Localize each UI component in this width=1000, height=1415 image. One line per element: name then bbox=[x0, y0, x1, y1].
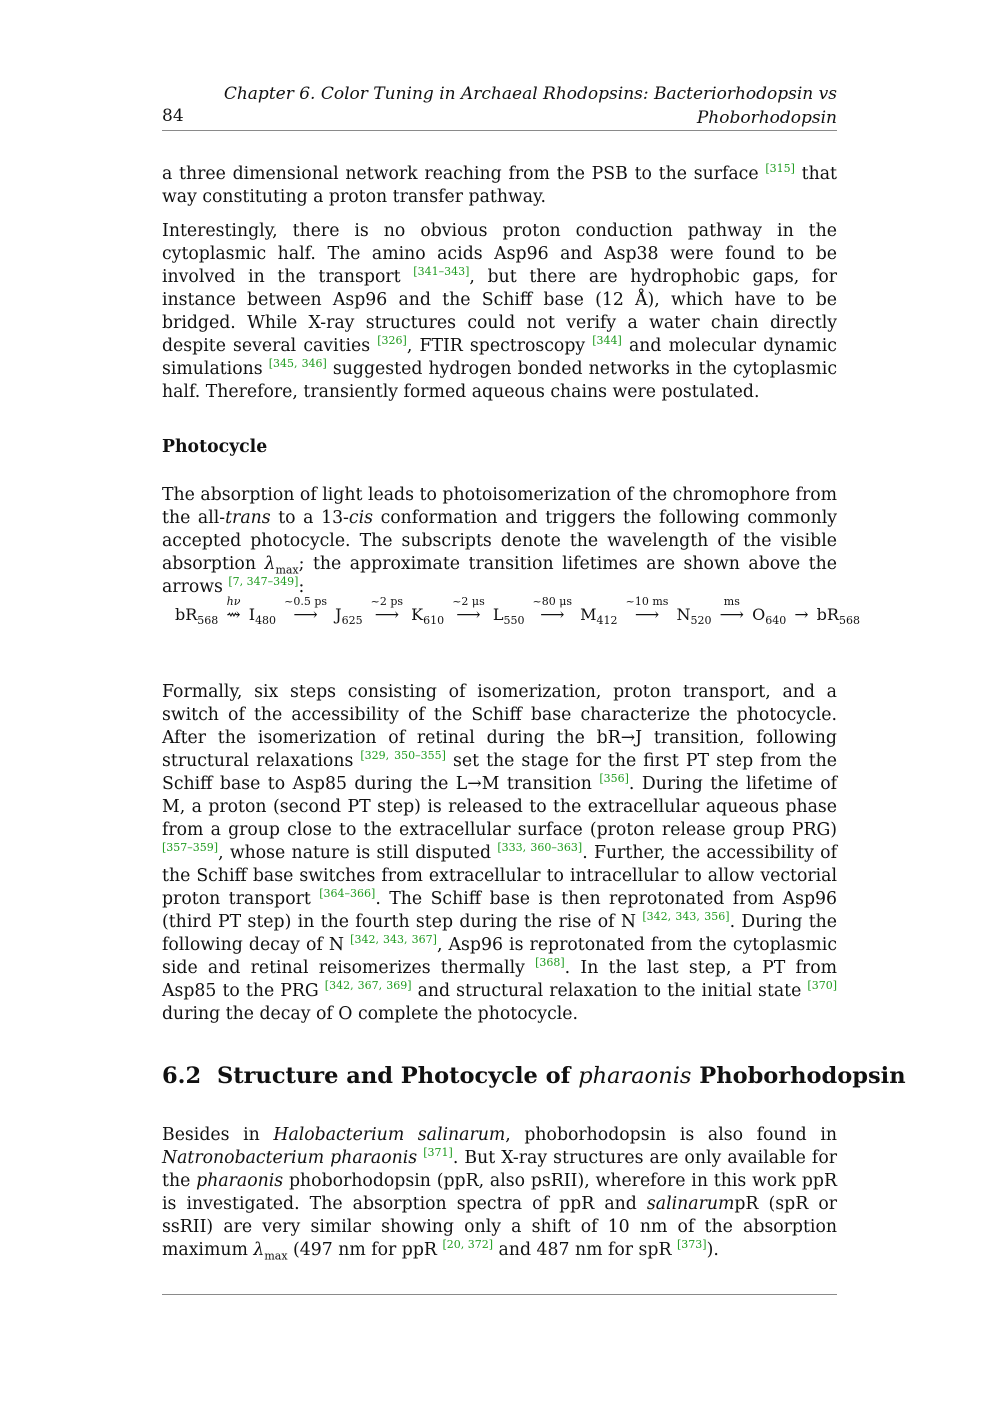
text: Besides in bbox=[162, 1125, 274, 1145]
text: Formally, six steps consisting of isomerization, proton transport, and a switch of the accessibility of the Schiff base characterize the photocycle. After the isomerization of retinal during the bR→J transition, following structural relaxations bbox=[162, 682, 837, 771]
state-bR568: $bR_{568}$ bbox=[175, 605, 219, 628]
paragraph-5 bbox=[162, 1124, 837, 1262]
citation-link[interactable]: [342, 343, 356] bbox=[642, 910, 730, 923]
state-L550: $L_{550}$ bbox=[492, 605, 525, 628]
page-number: 84 bbox=[162, 106, 184, 126]
text: , but there are hydrophobic gaps, for instance between Asp96 and the Schiff base (12 Å), which have to be bridged. While X-ray structures could not verify a water chain directly despite several cavities bbox=[162, 267, 837, 356]
section-number: 6.2 bbox=[162, 1063, 202, 1089]
subscript: max bbox=[264, 1249, 288, 1263]
state-bR568-final: $bR_{568}$ bbox=[816, 605, 860, 628]
text: a three dimensional network reaching from the PSB to the surface bbox=[162, 164, 766, 184]
running-title-line1: Chapter 6. Color Tuning in Archaeal Rhodopsins: Bacteriorhodopsin vs bbox=[223, 84, 837, 104]
italic-text: cis bbox=[348, 508, 373, 528]
italic-text: pharaonis bbox=[196, 1171, 284, 1191]
text: pR (spR or ssRII) are very similar showing only a shift of 10 nm of the absorption maximum bbox=[162, 1194, 837, 1260]
text: . During the lifetime of M, a proton (second PT step) is released to the extracellular aqueous phase from a group close to the extracellular surface (proton release group PRG) bbox=[162, 774, 837, 840]
state-I480: $I_{480}$ bbox=[248, 605, 277, 628]
state-N520: $N_{520}$ bbox=[676, 605, 712, 628]
citation-link[interactable]: [356] bbox=[599, 772, 629, 785]
text: , Asp96 is reprotonated from the cytoplasmic side and retinal reisomerizes thermally bbox=[162, 935, 838, 978]
transition-arrow: ~0.5 ps ⟶ bbox=[284, 595, 328, 625]
text: to a 13- bbox=[270, 508, 349, 528]
citation-link[interactable]: [345, 346] bbox=[268, 357, 327, 370]
text: and structural relaxation to the initial state bbox=[411, 981, 808, 1001]
italic-text: Halobacterium salinarum bbox=[273, 1125, 506, 1145]
citation-link[interactable]: [364–366] bbox=[319, 887, 376, 900]
text: and 487 nm for spR bbox=[493, 1240, 677, 1260]
italic-text: pharaonis bbox=[578, 1063, 692, 1089]
citation-link[interactable]: [326] bbox=[377, 334, 407, 347]
paragraph-3 bbox=[162, 484, 837, 599]
text: and molecular dynamic simulations bbox=[162, 336, 837, 379]
text: . During the following decay of N bbox=[162, 912, 837, 955]
text: . But X-ray structures are only available for the bbox=[162, 1148, 837, 1191]
text: , phoborhodopsin is also found in bbox=[505, 1125, 837, 1145]
transition-arrow: → bbox=[794, 605, 809, 625]
citation-link[interactable]: [20, 372] bbox=[442, 1238, 494, 1251]
section-heading bbox=[162, 1063, 906, 1089]
transition-arrow: ~2 ps ⟶ bbox=[370, 595, 404, 625]
state-J625: $J_{625}$ bbox=[335, 605, 363, 628]
lambda-symbol: λ bbox=[264, 554, 276, 574]
state-M412: $M_{412}$ bbox=[580, 605, 618, 628]
italic-text: Natronobacterium pharaonis bbox=[162, 1148, 418, 1168]
state-K610: $K_{610}$ bbox=[411, 605, 445, 628]
citation-link[interactable]: [329, 350–355] bbox=[360, 749, 446, 762]
transition-arrow: ~2 μs ⟶ bbox=[452, 595, 485, 625]
text: during the decay of O complete the photocycle. bbox=[162, 1004, 578, 1024]
text: Interestingly, there is no obvious proton conduction pathway in the cytoplasmic half. The amino acids Asp96 and Asp38 were found to be involved in the transport bbox=[162, 221, 837, 287]
transition-arrow: hν ⇝ bbox=[226, 595, 241, 625]
citation-link[interactable]: [368] bbox=[535, 956, 565, 969]
text: phoborhodopsin (ppR, also psRII), wherefore in this work ppR is investigated. The absorption spectra of ppR and bbox=[162, 1171, 837, 1214]
text: . In the last step, a PT from Asp85 to the PRG bbox=[162, 958, 837, 1001]
citation-link[interactable]: [357–359] bbox=[162, 841, 219, 854]
text: (497 nm for ppR bbox=[287, 1240, 443, 1260]
text: that way constituting a proton transfer pathway. bbox=[162, 164, 837, 207]
text: suggested hydrogen bonded networks in the cytoplasmic half. Therefore, transiently formed aqueous chains were postulated. bbox=[162, 359, 838, 402]
photocycle-scheme bbox=[175, 595, 860, 628]
citation-link[interactable]: [373] bbox=[677, 1238, 707, 1251]
transition-arrow: ms ⟶ bbox=[719, 595, 744, 625]
text: conformation and triggers the following commonly accepted photocycle. The subscripts denote the wavelength of the visible absorption bbox=[162, 508, 838, 574]
text: ). bbox=[706, 1240, 719, 1260]
text: . Further, the accessibility of the Schiff base switches from extracellular to intracellular to allow vectorial proton transport bbox=[162, 843, 837, 909]
text: set the stage for the first PT step from the Schiff base to Asp85 during the L→M transition bbox=[162, 751, 837, 794]
citation-link[interactable]: [315] bbox=[765, 162, 795, 175]
paragraph-1 bbox=[162, 163, 837, 209]
italic-text: salinarum bbox=[646, 1194, 735, 1214]
transition-arrow: ~10 ms ⟶ bbox=[625, 595, 669, 625]
citation-link[interactable]: [333, 360–363] bbox=[497, 841, 583, 854]
citation-link[interactable]: [342, 343, 367] bbox=[350, 933, 437, 946]
citation-link[interactable]: [7, 347–349] bbox=[228, 575, 299, 588]
italic-text: trans bbox=[225, 508, 271, 528]
paragraph-2 bbox=[162, 220, 837, 404]
text: , FTIR spectroscopy bbox=[406, 336, 593, 356]
subscript: max bbox=[275, 563, 299, 577]
text: Structure and Photocycle of bbox=[217, 1063, 579, 1089]
citation-link[interactable]: [344] bbox=[592, 334, 622, 347]
citation-link[interactable]: [341–343] bbox=[413, 265, 470, 278]
page-header bbox=[162, 82, 837, 131]
transition-arrow: ~80 μs ⟶ bbox=[532, 595, 573, 625]
citation-link[interactable]: [342, 367, 369] bbox=[324, 979, 412, 992]
running-title bbox=[224, 82, 837, 130]
citation-link[interactable]: [371] bbox=[423, 1146, 453, 1159]
subsection-heading: Photocycle bbox=[162, 437, 268, 457]
text: Phoborhodopsin bbox=[691, 1063, 906, 1089]
lambda-symbol: λ bbox=[253, 1240, 265, 1260]
running-title-line2: Phoborhodopsin bbox=[696, 108, 837, 128]
state-O640: $O_{640}$ bbox=[752, 605, 787, 628]
text: ; the approximate transition lifetimes are shown above the arrows bbox=[162, 554, 837, 597]
citation-link[interactable]: [370] bbox=[807, 979, 837, 992]
paragraph-4 bbox=[162, 681, 837, 1026]
footer-rule bbox=[162, 1294, 837, 1295]
text: , whose nature is still disputed bbox=[218, 843, 498, 863]
text: : bbox=[298, 577, 305, 597]
text: The absorption of light leads to photoisomerization of the chromophore from the all- bbox=[162, 485, 837, 528]
text: . The Schiff base is then reprotonated from Asp96 (third PT step) in the fourth step during the rise of N bbox=[162, 889, 838, 932]
